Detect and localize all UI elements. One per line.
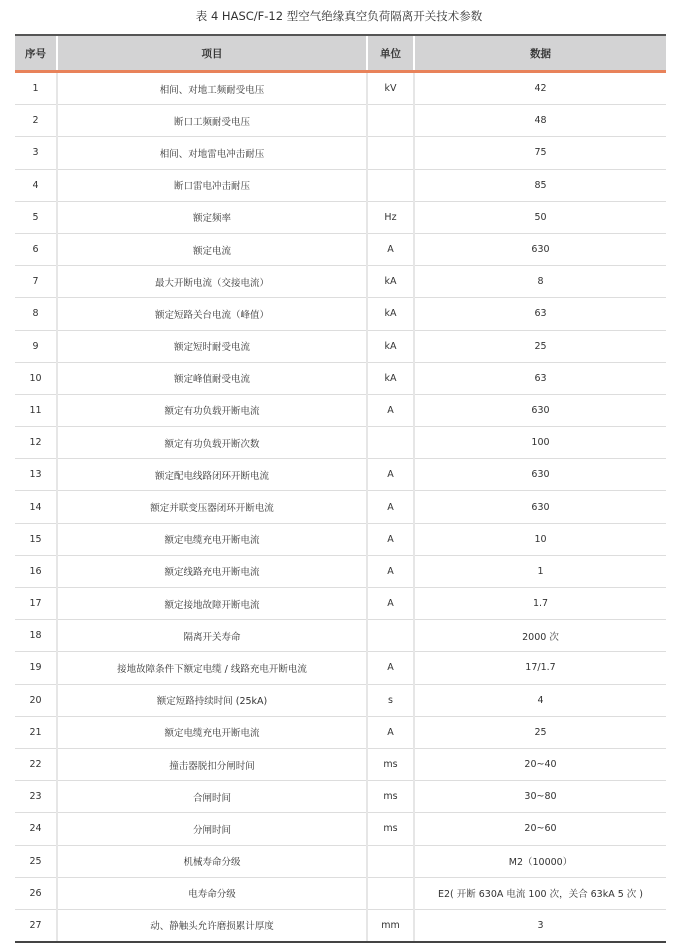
cell-value: 20~40 bbox=[414, 748, 666, 780]
cell-unit: A bbox=[367, 233, 414, 265]
cell-value: 630 bbox=[414, 491, 666, 523]
cell-value: 8 bbox=[414, 266, 666, 298]
cell-index: 21 bbox=[15, 716, 57, 748]
cell-item: 最大开断电流（交接电流） bbox=[57, 266, 367, 298]
cell-value: 63 bbox=[414, 362, 666, 394]
cell-value: 100 bbox=[414, 427, 666, 459]
cell-index: 25 bbox=[15, 845, 57, 877]
table-header-row bbox=[15, 35, 666, 72]
cell-unit: kA bbox=[367, 298, 414, 330]
cell-item: 额定电流 bbox=[57, 233, 367, 265]
table-row bbox=[15, 652, 666, 684]
cell-item: 动、静触头允许磨损累计厚度 bbox=[57, 909, 367, 942]
cell-value: 30~80 bbox=[414, 781, 666, 813]
table-row bbox=[15, 201, 666, 233]
cell-item: 电寿命分级 bbox=[57, 877, 367, 909]
cell-unit: A bbox=[367, 523, 414, 555]
cell-value: 75 bbox=[414, 137, 666, 169]
table-row bbox=[15, 266, 666, 298]
cell-item: 额定电缆充电开断电流 bbox=[57, 523, 367, 555]
table-row bbox=[15, 233, 666, 265]
cell-value: 2000 次 bbox=[414, 620, 666, 652]
cell-index: 6 bbox=[15, 233, 57, 265]
cell-value: 20~60 bbox=[414, 813, 666, 845]
cell-index: 13 bbox=[15, 459, 57, 491]
cell-unit: A bbox=[367, 394, 414, 426]
table-row bbox=[15, 137, 666, 169]
cell-value: 85 bbox=[414, 169, 666, 201]
cell-index: 12 bbox=[15, 427, 57, 459]
cell-value: 1.7 bbox=[414, 588, 666, 620]
table-row bbox=[15, 909, 666, 942]
cell-item: 撞击器脱扣分闸时间 bbox=[57, 748, 367, 780]
table-row bbox=[15, 394, 666, 426]
cell-value: 630 bbox=[414, 233, 666, 265]
cell-value: 630 bbox=[414, 394, 666, 426]
cell-item: 机械寿命分级 bbox=[57, 845, 367, 877]
cell-unit: kA bbox=[367, 362, 414, 394]
cell-item: 断口雷电冲击耐压 bbox=[57, 169, 367, 201]
cell-value: 630 bbox=[414, 459, 666, 491]
cell-unit: A bbox=[367, 716, 414, 748]
cell-unit bbox=[367, 877, 414, 909]
cell-unit: ms bbox=[367, 781, 414, 813]
cell-item: 额定有功负载开断电流 bbox=[57, 394, 367, 426]
cell-index: 11 bbox=[15, 394, 57, 426]
cell-unit: A bbox=[367, 491, 414, 523]
cell-item: 额定配电线路闭环开断电流 bbox=[57, 459, 367, 491]
table-row bbox=[15, 813, 666, 845]
cell-item: 接地故障条件下额定电缆 / 线路充电开断电流 bbox=[57, 652, 367, 684]
table-row bbox=[15, 877, 666, 909]
cell-index: 24 bbox=[15, 813, 57, 845]
cell-index: 7 bbox=[15, 266, 57, 298]
header-index: 序号 bbox=[15, 35, 57, 72]
cell-unit bbox=[367, 427, 414, 459]
cell-value: 3 bbox=[414, 909, 666, 942]
header-unit: 单位 bbox=[367, 35, 414, 72]
cell-unit bbox=[367, 845, 414, 877]
cell-unit: A bbox=[367, 555, 414, 587]
table-row bbox=[15, 427, 666, 459]
cell-index: 18 bbox=[15, 620, 57, 652]
cell-unit: kA bbox=[367, 330, 414, 362]
cell-unit bbox=[367, 105, 414, 137]
cell-index: 27 bbox=[15, 909, 57, 942]
table-row bbox=[15, 72, 666, 105]
cell-index: 19 bbox=[15, 652, 57, 684]
table-row bbox=[15, 330, 666, 362]
table-title: 表 4 HASC/F-12 型空气绝缘真空负荷隔离开关技术参数 bbox=[195, 9, 483, 23]
table-row bbox=[15, 105, 666, 137]
cell-index: 23 bbox=[15, 781, 57, 813]
cell-unit bbox=[367, 620, 414, 652]
table-row bbox=[15, 169, 666, 201]
cell-item: 额定线路充电开断电流 bbox=[57, 555, 367, 587]
cell-index: 4 bbox=[15, 169, 57, 201]
cell-unit bbox=[367, 169, 414, 201]
table-row bbox=[15, 748, 666, 780]
cell-index: 22 bbox=[15, 748, 57, 780]
cell-item: 分闸时间 bbox=[57, 813, 367, 845]
cell-index: 10 bbox=[15, 362, 57, 394]
table-row bbox=[15, 588, 666, 620]
cell-unit: A bbox=[367, 459, 414, 491]
cell-item: 额定频率 bbox=[57, 201, 367, 233]
cell-unit: ms bbox=[367, 813, 414, 845]
cell-value: M2（10000） bbox=[414, 845, 666, 877]
header-item: 项目 bbox=[57, 35, 367, 72]
cell-item: 额定并联变压器闭环开断电流 bbox=[57, 491, 367, 523]
cell-item: 额定有功负载开断次数 bbox=[57, 427, 367, 459]
cell-index: 26 bbox=[15, 877, 57, 909]
cell-value: 25 bbox=[414, 330, 666, 362]
cell-index: 16 bbox=[15, 555, 57, 587]
cell-item: 额定接地故障开断电流 bbox=[57, 588, 367, 620]
cell-value: 1 bbox=[414, 555, 666, 587]
cell-unit: kV bbox=[367, 72, 414, 105]
cell-item: 额定短路持续时间 (25kA) bbox=[57, 684, 367, 716]
cell-item: 隔离开关寿命 bbox=[57, 620, 367, 652]
cell-index: 8 bbox=[15, 298, 57, 330]
table-row bbox=[15, 716, 666, 748]
cell-index: 1 bbox=[15, 72, 57, 105]
cell-value: 50 bbox=[414, 201, 666, 233]
table-row bbox=[15, 555, 666, 587]
cell-index: 14 bbox=[15, 491, 57, 523]
cell-value: 4 bbox=[414, 684, 666, 716]
cell-item: 额定电缆充电开断电流 bbox=[57, 716, 367, 748]
cell-unit: mm bbox=[367, 909, 414, 942]
cell-unit: kA bbox=[367, 266, 414, 298]
cell-unit bbox=[367, 137, 414, 169]
cell-index: 15 bbox=[15, 523, 57, 555]
cell-item: 断口工频耐受电压 bbox=[57, 105, 367, 137]
cell-value: 48 bbox=[414, 105, 666, 137]
table-row bbox=[15, 781, 666, 813]
parameters-table bbox=[15, 34, 666, 943]
table-row bbox=[15, 298, 666, 330]
cell-unit: ms bbox=[367, 748, 414, 780]
table-row bbox=[15, 523, 666, 555]
table-row bbox=[15, 684, 666, 716]
cell-index: 3 bbox=[15, 137, 57, 169]
table-row bbox=[15, 845, 666, 877]
cell-item: 合闸时间 bbox=[57, 781, 367, 813]
table-row bbox=[15, 491, 666, 523]
cell-value: 63 bbox=[414, 298, 666, 330]
cell-value: 17/1.7 bbox=[414, 652, 666, 684]
header-value: 数据 bbox=[414, 35, 666, 72]
cell-index: 2 bbox=[15, 105, 57, 137]
table-row bbox=[15, 459, 666, 491]
cell-unit: A bbox=[367, 588, 414, 620]
cell-unit: A bbox=[367, 652, 414, 684]
table-row bbox=[15, 362, 666, 394]
cell-index: 5 bbox=[15, 201, 57, 233]
cell-index: 9 bbox=[15, 330, 57, 362]
cell-index: 20 bbox=[15, 684, 57, 716]
cell-value: 25 bbox=[414, 716, 666, 748]
cell-value: 10 bbox=[414, 523, 666, 555]
cell-item: 额定短路关台电流（峰值） bbox=[57, 298, 367, 330]
cell-value: 42 bbox=[414, 72, 666, 105]
cell-item: 额定峰值耐受电流 bbox=[57, 362, 367, 394]
cell-index: 17 bbox=[15, 588, 57, 620]
cell-value: E2( 开断 630A 电流 100 次，关合 63kA 5 次 ) bbox=[414, 877, 666, 909]
table-row bbox=[15, 620, 666, 652]
cell-item: 相间、对地工频耐受电压 bbox=[57, 72, 367, 105]
cell-item: 额定短时耐受电流 bbox=[57, 330, 367, 362]
cell-unit: Hz bbox=[367, 201, 414, 233]
cell-item: 相间、对地雷电冲击耐压 bbox=[57, 137, 367, 169]
cell-unit: s bbox=[367, 684, 414, 716]
